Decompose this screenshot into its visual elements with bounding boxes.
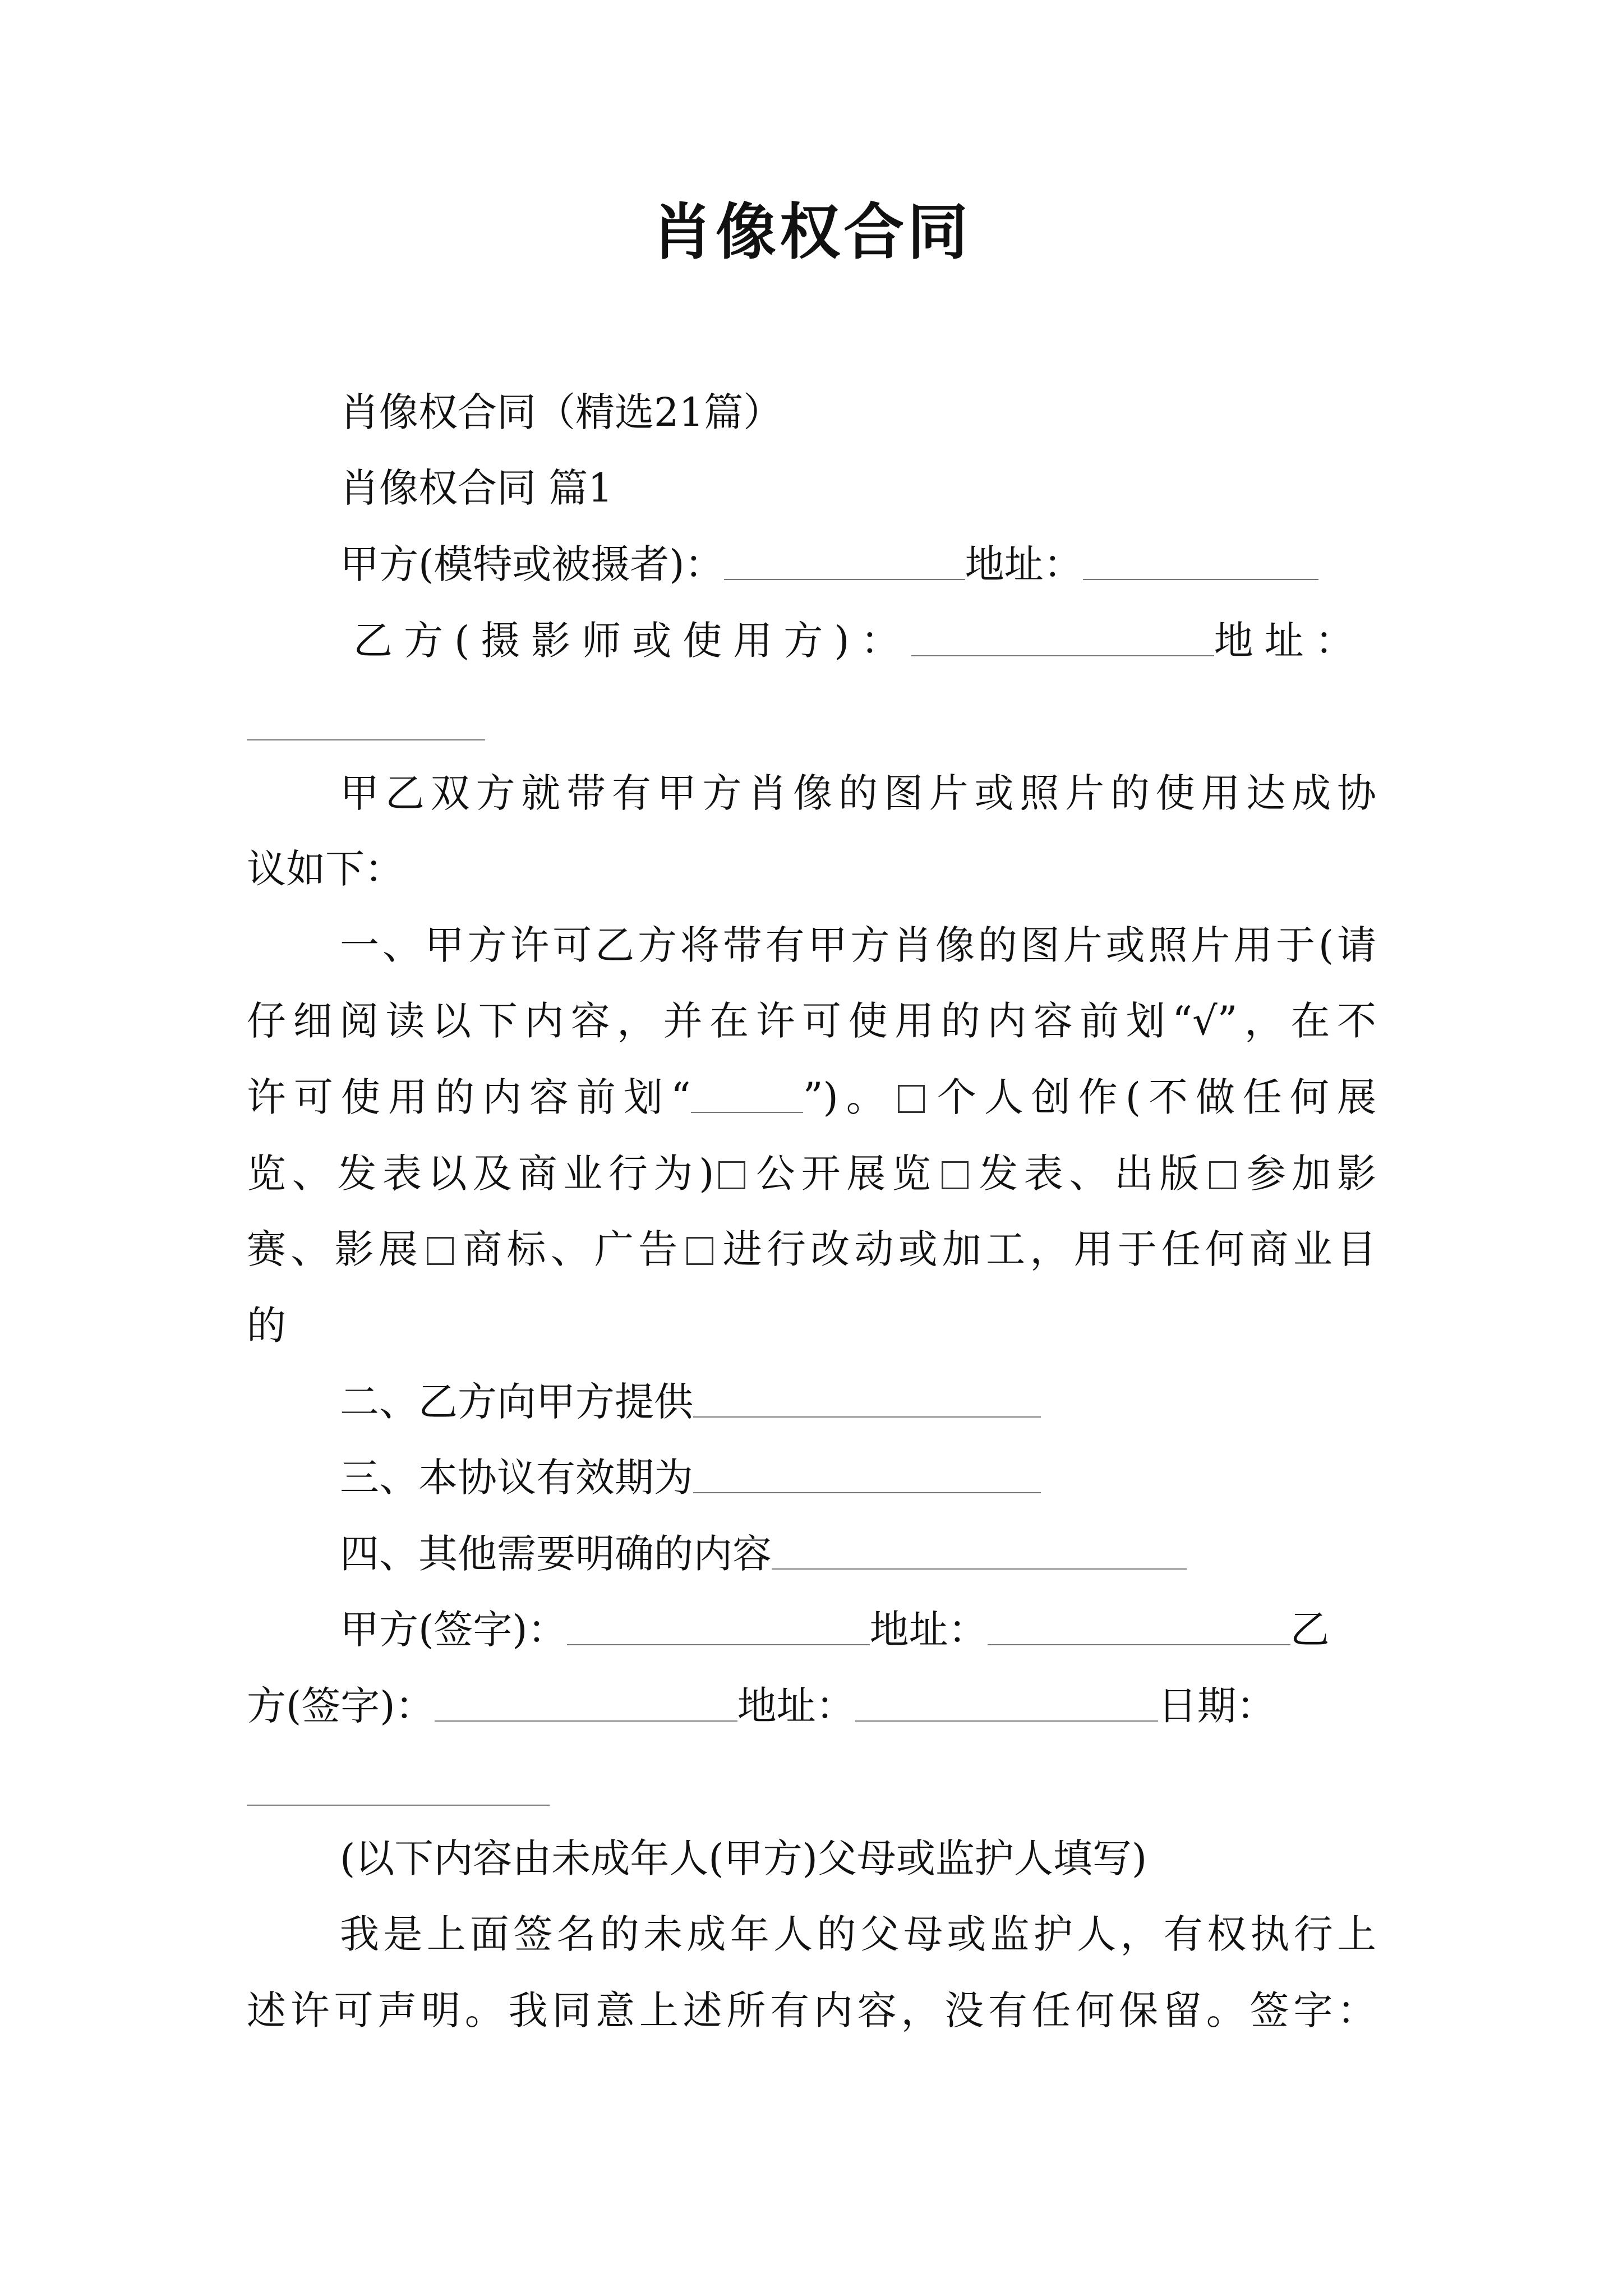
party-b-label: 乙方(摄影师或使用方)： — [353, 618, 911, 664]
sign-b-address-label: 地址： — [737, 1683, 855, 1729]
clause1-line-2: 仔细阅读以下内容，并在许可使用的内容前划“√”，在不 — [247, 998, 1376, 1044]
disallow-mark-blank — [691, 1078, 803, 1113]
clause2-line — [340, 1378, 1376, 1425]
sign-a-address-blank[interactable] — [988, 1611, 1290, 1645]
sign-b-blank[interactable] — [435, 1687, 737, 1722]
clause4-line — [340, 1530, 1376, 1577]
guardian-line-2: 述许可声明。我同意上述所有内容，没有任何保留。签字： — [247, 1987, 1376, 2033]
party-a-line — [340, 541, 1376, 588]
guardian-line-1: 我是上面签名的未成年人的父母或监护人，有权执行上 — [340, 1911, 1376, 1957]
guardian-note: (以下内容由未成年人(甲方)父母或监护人填写) — [340, 1835, 1147, 1881]
clause1-line-4a: 览、发表以及商业行为) — [247, 1151, 714, 1197]
party-b-address-blank[interactable] — [247, 739, 485, 740]
party-a-address-blank[interactable] — [1083, 545, 1318, 580]
option-personal-label: 个人创作(不做任何展 — [929, 1074, 1376, 1120]
clause1-line-5 — [247, 1226, 1376, 1273]
clause1-line-3 — [247, 1074, 1376, 1121]
checkbox-personal[interactable] — [898, 1085, 925, 1113]
sign-a-blank[interactable] — [567, 1611, 870, 1645]
clause3-line — [340, 1454, 1376, 1501]
checkbox-exhibit[interactable] — [718, 1161, 745, 1189]
checkbox-trademark[interactable] — [427, 1237, 454, 1265]
option-modify-label: 进行改动或加工，用于任何商业目 — [718, 1226, 1377, 1272]
clause3-label: 三、本协议有效期为 — [340, 1455, 693, 1501]
party-b-address-label: 地址： — [1214, 618, 1366, 664]
checkbox-modify[interactable] — [686, 1237, 713, 1265]
checkbox-publish[interactable] — [942, 1161, 969, 1189]
clause1-line-6: 的 — [247, 1303, 286, 1349]
clause1-line-4 — [247, 1150, 1376, 1197]
sign-b-address-blank[interactable] — [855, 1687, 1158, 1722]
intro-line-1: 甲乙双方就带有甲方肖像的图片或照片的使用达成协 — [340, 770, 1376, 816]
party-b-blank[interactable] — [911, 622, 1214, 656]
option-publish-label: 发表、出版 — [972, 1151, 1205, 1197]
option-contest-label: 参加影 — [1241, 1151, 1377, 1197]
party-a-blank[interactable] — [724, 545, 965, 580]
date-label: 日期： — [1158, 1683, 1276, 1729]
clause4-label: 四、其他需要明确的内容 — [340, 1531, 772, 1577]
sign-b-start: 乙 — [1290, 1607, 1330, 1653]
signature-b-line — [247, 1682, 1376, 1729]
subtitle: 肖像权合同（精选21篇） — [340, 389, 783, 435]
option-trademark-label: 商标、广告 — [458, 1226, 683, 1272]
clause4-blank[interactable] — [772, 1535, 1187, 1570]
sign-a-label: 甲方(签字)： — [340, 1607, 567, 1653]
clause1-line-3a: 许可使用的内容前划“ — [247, 1074, 691, 1120]
signature-a-line — [340, 1606, 1376, 1653]
party-b-line — [353, 617, 1376, 664]
part-heading: 肖像权合同 篇1 — [340, 465, 613, 511]
clause2-blank[interactable] — [693, 1383, 1041, 1418]
date-blank[interactable] — [247, 1805, 550, 1806]
clause1-line-5a: 赛、影展 — [247, 1226, 422, 1272]
sign-b-label: 方(签字)： — [247, 1683, 435, 1729]
clause3-blank[interactable] — [693, 1458, 1041, 1493]
checkbox-contest[interactable] — [1209, 1161, 1236, 1189]
party-a-label: 甲方(模特或被摄者)： — [340, 541, 724, 587]
clause2-label: 二、乙方向甲方提供 — [340, 1379, 693, 1425]
document-title: 肖像权合同 — [651, 197, 971, 268]
clause1-line-1: 一、甲方许可乙方将带有甲方肖像的图片或照片用于(请 — [340, 922, 1376, 968]
sign-a-address-label: 地址： — [869, 1607, 988, 1653]
option-exhibit-label: 公开展览 — [750, 1151, 937, 1197]
clause1-line-3b: ”)。 — [803, 1074, 893, 1120]
party-a-address-label: 地址： — [965, 541, 1083, 587]
intro-line-2: 议如下： — [247, 846, 404, 892]
